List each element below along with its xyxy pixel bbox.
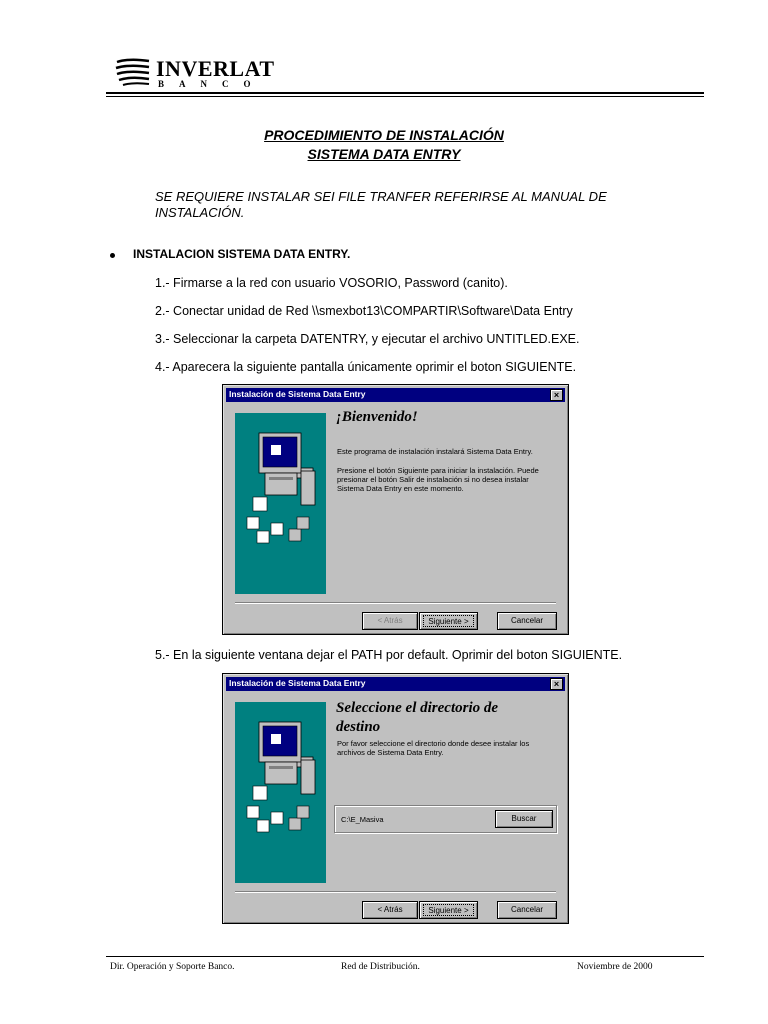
dialog-titlebar [226,677,565,691]
brand-subtitle: BANCO [158,79,266,89]
destination-dialog [222,673,569,924]
step-1: 1.- Firmarse a la red con usuario VOSORIO, Password (canito). [155,276,508,290]
setup-banner [235,413,326,594]
cancel-button[interactable]: Cancelar [497,612,557,630]
close-icon[interactable]: × [550,389,563,401]
inverlat-logo-icon [115,58,151,86]
destination-path: C:\E_Masiva [341,815,384,824]
divider [235,602,556,604]
brand-name: INVERLAT [156,56,275,81]
back-button[interactable]: < Atrás [362,612,418,630]
back-button[interactable]: < Atrás [362,901,418,919]
next-button-label: Siguiente > [423,615,474,627]
bullet-icon [110,253,115,258]
document-subtitle: SISTEMA DATA ENTRY [307,146,461,162]
browse-button[interactable]: Buscar [495,810,553,828]
welcome-heading: ¡Bienvenido! [336,409,418,425]
requirement-note: SE REQUIERE INSTALAR SEI FILE TRANFER REFERIRSE AL MANUAL DE INSTALACIÓN. [155,189,607,220]
close-icon[interactable]: × [550,678,563,690]
step-3: 3.- Seleccionar la carpeta DATENTRY, y ejecutar el archivo UNTITLED.EXE. [155,332,580,346]
footer-date: Noviembre de 2000 [577,962,653,972]
computer-disks-icon [235,413,326,594]
dialog-title: Instalación de Sistema Data Entry [229,678,366,688]
cancel-button[interactable]: Cancelar [497,901,557,919]
document-title: PROCEDIMIENTO DE INSTALACIÓN [264,127,504,143]
step-2: 2.- Conectar unidad de Red \\smexbot13\COMPARTIR\Software\Data Entry [155,304,573,318]
footer-department: Dir. Operación y Soporte Banco. [110,962,235,972]
welcome-text-1: Este programa de instalación instalará Sistema Data Entry. [337,447,533,456]
welcome-dialog [222,384,569,635]
step-4: 4.- Aparecera la siguiente pantalla únicamente oprimir el boton SIGUIENTE. [155,360,577,374]
setup-banner [235,702,326,883]
footer-network: Red de Distribución. [341,962,420,972]
header-rule-thin [106,96,704,97]
section-heading: INSTALACION SISTEMA DATA ENTRY. [133,247,351,261]
next-button[interactable] [419,612,478,630]
step-5: 5.- En la siguiente ventana dejar el PATH por default. Oprimir del boton SIGUIENTE. [155,648,623,662]
destination-heading-line1: Seleccione el directorio de [336,700,499,716]
destination-heading [336,699,498,737]
destination-heading-line2: destino [336,719,381,735]
computer-disks-icon [235,702,326,883]
next-button-label: Siguiente > [423,904,474,916]
divider [235,891,556,893]
dialog-title: Instalación de Sistema Data Entry [229,389,366,399]
header-rule [106,92,704,94]
dialog-titlebar [226,388,565,402]
destination-text: Por favor seleccione el directorio donde desee instalar los archivos de Sistema Data Entry. [337,739,530,757]
footer-rule [106,956,704,957]
destination-folder-group [334,805,557,833]
next-button[interactable] [419,901,478,919]
welcome-text-2: Presione el botón Siguiente para iniciar la instalación. Puede presionar el botón Salir de instalación si no desea instalar Sistema Data Entry en este momento. [337,466,539,493]
